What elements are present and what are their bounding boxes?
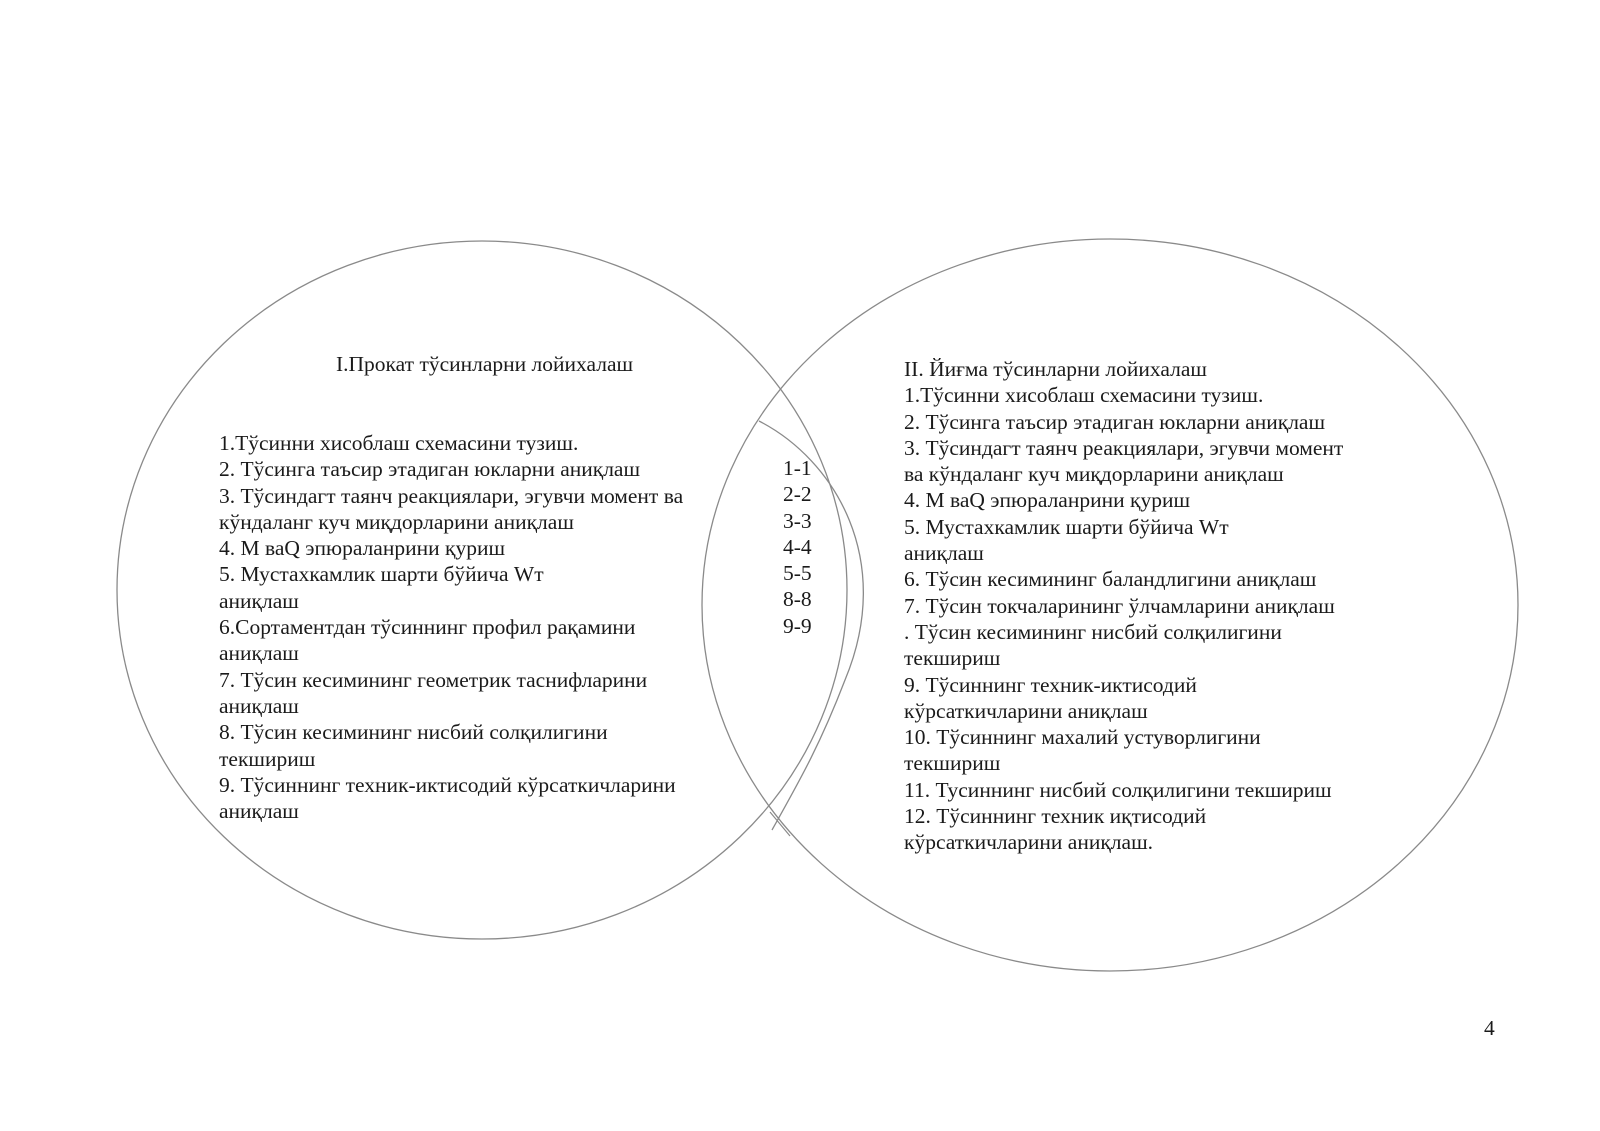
left-circle-title: I.Прокат тўсинларни лойихалаш — [336, 352, 634, 376]
list-item: 4. М ваQ эпюраланрини қуриш — [219, 536, 506, 561]
list-item: 6.Сортаментдан тўсиннинг профил рақамини — [219, 615, 636, 640]
pair-label: 8-8 — [783, 587, 812, 612]
list-item: кўндаланг куч миқдорларини аниқлаш — [219, 509, 574, 534]
list-item: 9. Тўсиннинг техник-иктисодий кўрсаткичларини — [219, 772, 676, 797]
list-item: кўрсаткичларини аниқлаш — [904, 698, 1148, 723]
list-item: 2. Тўсинга таъсир этадиган юкларни аниқлаш — [904, 409, 1326, 434]
list-item: 12. Тўсиннинг техник иқтисодий — [904, 804, 1207, 829]
right-circle-title: II. Йиғма тўсинларни лойихалаш — [904, 357, 1207, 381]
list-item: ва кўндаланг куч миқдорларини аниқлаш — [904, 462, 1284, 487]
list-item: текшириш — [904, 646, 1001, 671]
pair-label: 9-9 — [783, 613, 812, 638]
list-item: 5. Мустахкамлик шарти бўйича Wт — [219, 562, 544, 587]
page-number: 4 — [1484, 1016, 1495, 1040]
list-item: 5. Мустахкамлик шарти бўйича Wт — [904, 514, 1229, 539]
list-item: 6. Тўсин кесимининг баландлигини аниқлаш — [904, 567, 1317, 592]
pair-label: 1-1 — [783, 456, 812, 480]
list-item: 1.Тўсинни хисоблаш схемасини тузиш. — [904, 383, 1264, 408]
pair-label: 4-4 — [783, 534, 812, 559]
list-item: 9. Тўсиннинг техник-иктисодий — [904, 672, 1197, 697]
list-item: текшириш — [219, 746, 316, 771]
list-item: 4. М ваQ эпюраланрини қуриш — [904, 488, 1191, 513]
list-item: 11. Тусиннинг нисбий солқилигини текшириш — [904, 777, 1332, 802]
pair-label: 3-3 — [783, 508, 812, 533]
list-item: аниқлаш — [219, 588, 299, 613]
list-item: 10. Тўсиннинг махалий устуворлигини — [904, 725, 1261, 750]
pair-label: 5-5 — [783, 561, 812, 586]
left-circle-steps — [219, 430, 683, 824]
list-item: аниқлаш — [219, 641, 299, 666]
pair-label: 2-2 — [783, 482, 812, 507]
list-item: 1.Тўсинни хисоблаш схемасини тузиш. — [219, 431, 579, 455]
list-item: 7. Тўсин кесимининг геометрик таснифларини — [219, 667, 648, 692]
list-item: 8. Тўсин кесимининг нисбий солқилигини — [219, 720, 608, 745]
list-item: 3. Тўсиндагт таянч реакциялари, эгувчи момент ва — [219, 483, 684, 508]
list-item: аниқлаш — [904, 541, 984, 566]
list-item: текшириш — [904, 751, 1001, 776]
list-item: 2. Тўсинга таъсир этадиган юкларни аниқлаш — [219, 457, 641, 482]
list-item: 3. Тўсиндагт таянч реакциялари, эгувчи момент — [904, 435, 1344, 460]
list-item: . Тўсин кесимининг нисбий солқилигини — [904, 619, 1282, 644]
list-item: аниқлаш — [219, 693, 299, 718]
list-item: 7. Тўсин токчаларининг ўлчамларини аниқлаш — [904, 593, 1335, 618]
right-circle-steps — [904, 356, 1343, 856]
list-item: аниқлаш — [219, 799, 299, 824]
list-item: кўрсаткичларини аниқлаш. — [904, 830, 1154, 855]
overlap-pairs — [783, 455, 812, 639]
